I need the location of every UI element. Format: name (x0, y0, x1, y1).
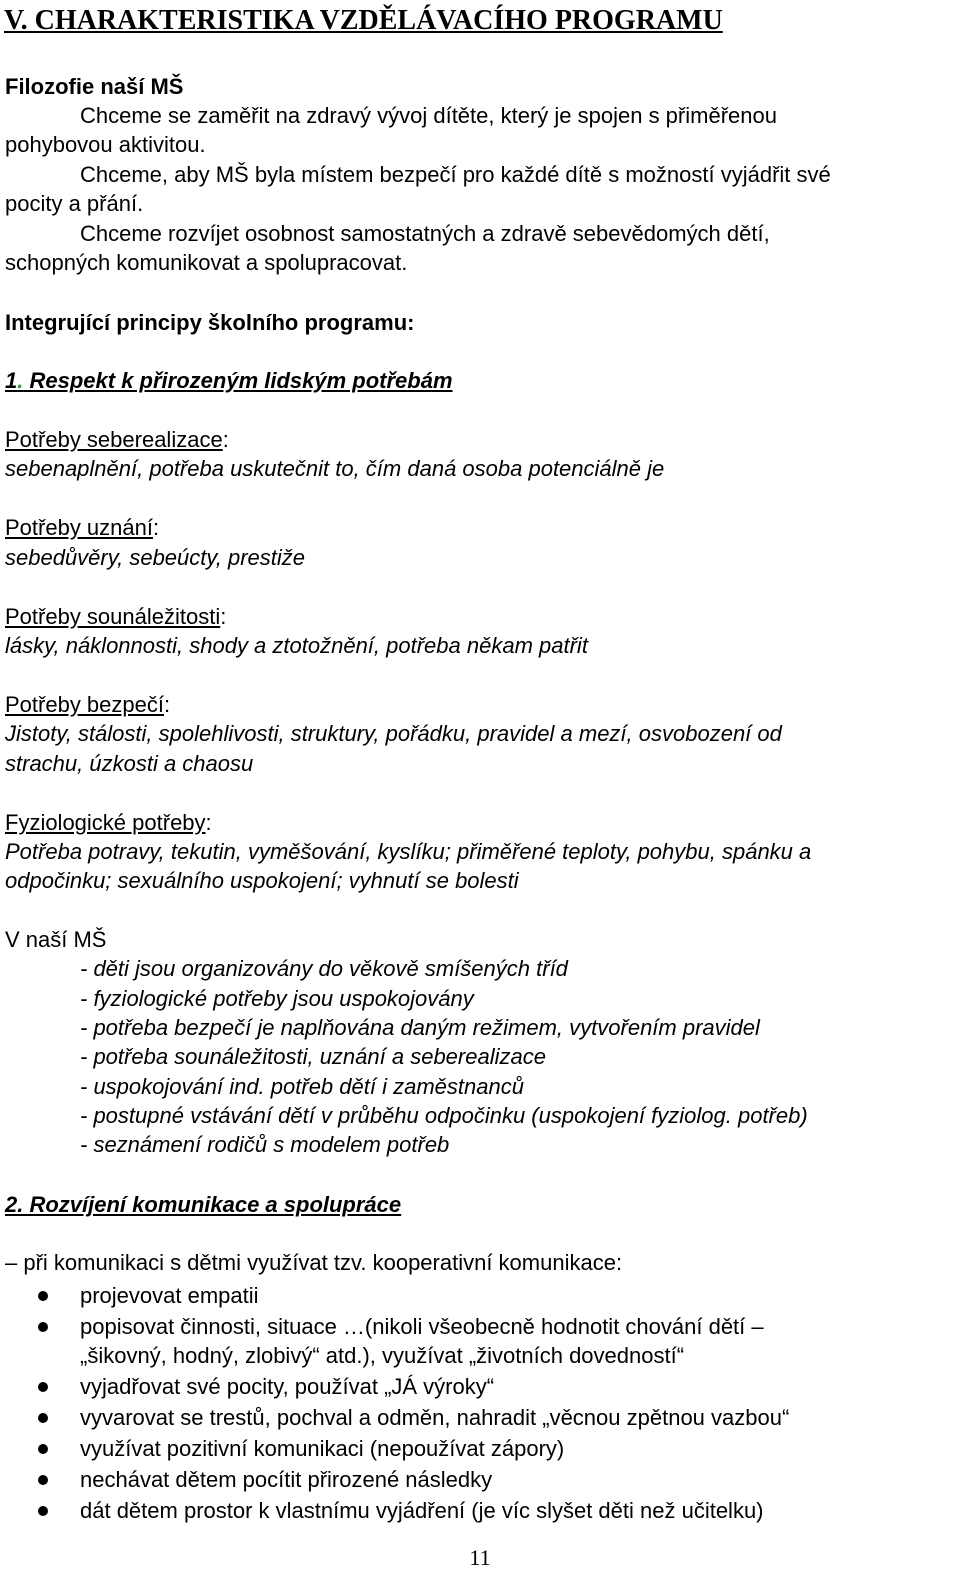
filozofie-heading: Filozofie naší MŠ (5, 74, 184, 99)
filozofie-line: pohybovou aktivitou. (5, 132, 206, 157)
bullet-item-cont: „šikovný, hodný, zlobivý“ atd.), využívat „životních dovedností“ (80, 1343, 685, 1368)
dash-item: - fyziologické potřeby jsou uspokojovány (80, 986, 474, 1011)
need-label: Potřeby uznání: (5, 515, 160, 540)
filozofie-line: schopných komunikovat a spolupracovat. (5, 250, 408, 275)
need-desc: odpočinku; sexuálního uspokojení; vyhnutí se bolesti (5, 868, 519, 893)
dash-item: - postupné vstávání dětí v průběhu odpočinku (uspokojení fyziolog. potřeb) (80, 1103, 808, 1128)
dash-item: - seznámení rodičů s modelem potřeb (80, 1132, 450, 1157)
page-title: V. CHARAKTERISTIKA VZDĚLÁVACÍHO PROGRAMU (4, 5, 723, 36)
need-desc: sebedůvěry, sebeúcty, prestiže (5, 545, 306, 570)
need-label: Potřeby seberealizace: (5, 427, 229, 452)
need-desc: Potřeba potravy, tekutin, vyměšování, kyslíku; přiměřené teploty, pohybu, spánku a (5, 839, 812, 864)
dash-item: - potřeba bezpečí je naplňována daným režimem, vytvořením pravidel (80, 1015, 760, 1040)
bullet-item: dát dětem prostor k vlastnímu vyjádření (je víc slyšet děti než učitelku) (80, 1498, 764, 1523)
bullet-item: nechávat dětem pocítit přirozené následky (80, 1467, 493, 1492)
bullet-item: vyjadřovat své pocity, používat „JÁ výroky“ (80, 1374, 495, 1399)
bullet-icon (38, 1322, 48, 1332)
dash-item: - děti jsou organizovány do věkově smíšených tříd (80, 956, 568, 981)
section2-heading: 2. Rozvíjení komunikace a spolupráce (5, 1192, 402, 1217)
need-label: Fyziologické potřeby: (5, 810, 212, 835)
need-label: Potřeby sounáležitosti: (5, 604, 227, 629)
bullet-item: vyvarovat se trestů, pochval a odměn, nahradit „věcnou zpětnou vazbou“ (80, 1405, 790, 1430)
section2-intro: – při komunikaci s dětmi využívat tzv. kooperativní komunikace: (5, 1250, 623, 1275)
bullet-icon (38, 1413, 48, 1423)
bullet-icon (38, 1444, 48, 1454)
need-desc: sebenaplnění, potřeba uskutečnit to, čím daná osoba potenciálně je (5, 456, 665, 481)
need-desc: strachu, úzkosti a chaosu (5, 751, 254, 776)
need-label: Potřeby bezpečí: (5, 692, 171, 717)
filozofie-line: Chceme se zaměřit na zdravý vývoj dítěte, který je spojen s přiměřenou (80, 103, 777, 128)
filozofie-line: Chceme, aby MŠ byla místem bezpečí pro každé dítě s možností vyjádřit své (80, 162, 831, 187)
filozofie-line: pocity a přání. (5, 191, 144, 216)
nasi-ms-heading: V naší MŠ (5, 927, 107, 952)
dash-item: - uspokojování ind. potřeb dětí i zaměstnanců (80, 1074, 524, 1099)
bullet-item: využívat pozitivní komunikaci (nepoužívat zápory) (80, 1436, 565, 1461)
need-desc: Jistoty, stálosti, spolehlivosti, struktury, pořádku, pravidel a mezí, osvobození od (5, 721, 782, 746)
bullet-item: projevovat empatii (80, 1283, 259, 1308)
bullet-icon (38, 1382, 48, 1392)
section1-heading: 1. Respekt k přirozeným lidským potřebám (5, 368, 453, 393)
principy-heading: Integrující principy školního programu: (5, 310, 415, 335)
bullet-item: popisovat činnosti, situace …(nikoli všeobecně hodnotit chování dětí – (80, 1314, 764, 1339)
page-number: 11 (469, 1545, 491, 1570)
filozofie-line: Chceme rozvíjet osobnost samostatných a zdravě sebevědomých dětí, (80, 221, 770, 246)
dash-item: - potřeba sounáležitosti, uznání a seberealizace (80, 1044, 546, 1069)
bullet-icon (38, 1291, 48, 1301)
need-desc: lásky, náklonnosti, shody a ztotožnění, potřeba někam patřit (5, 633, 588, 658)
bullet-icon (38, 1475, 48, 1485)
bullet-icon (38, 1506, 48, 1516)
